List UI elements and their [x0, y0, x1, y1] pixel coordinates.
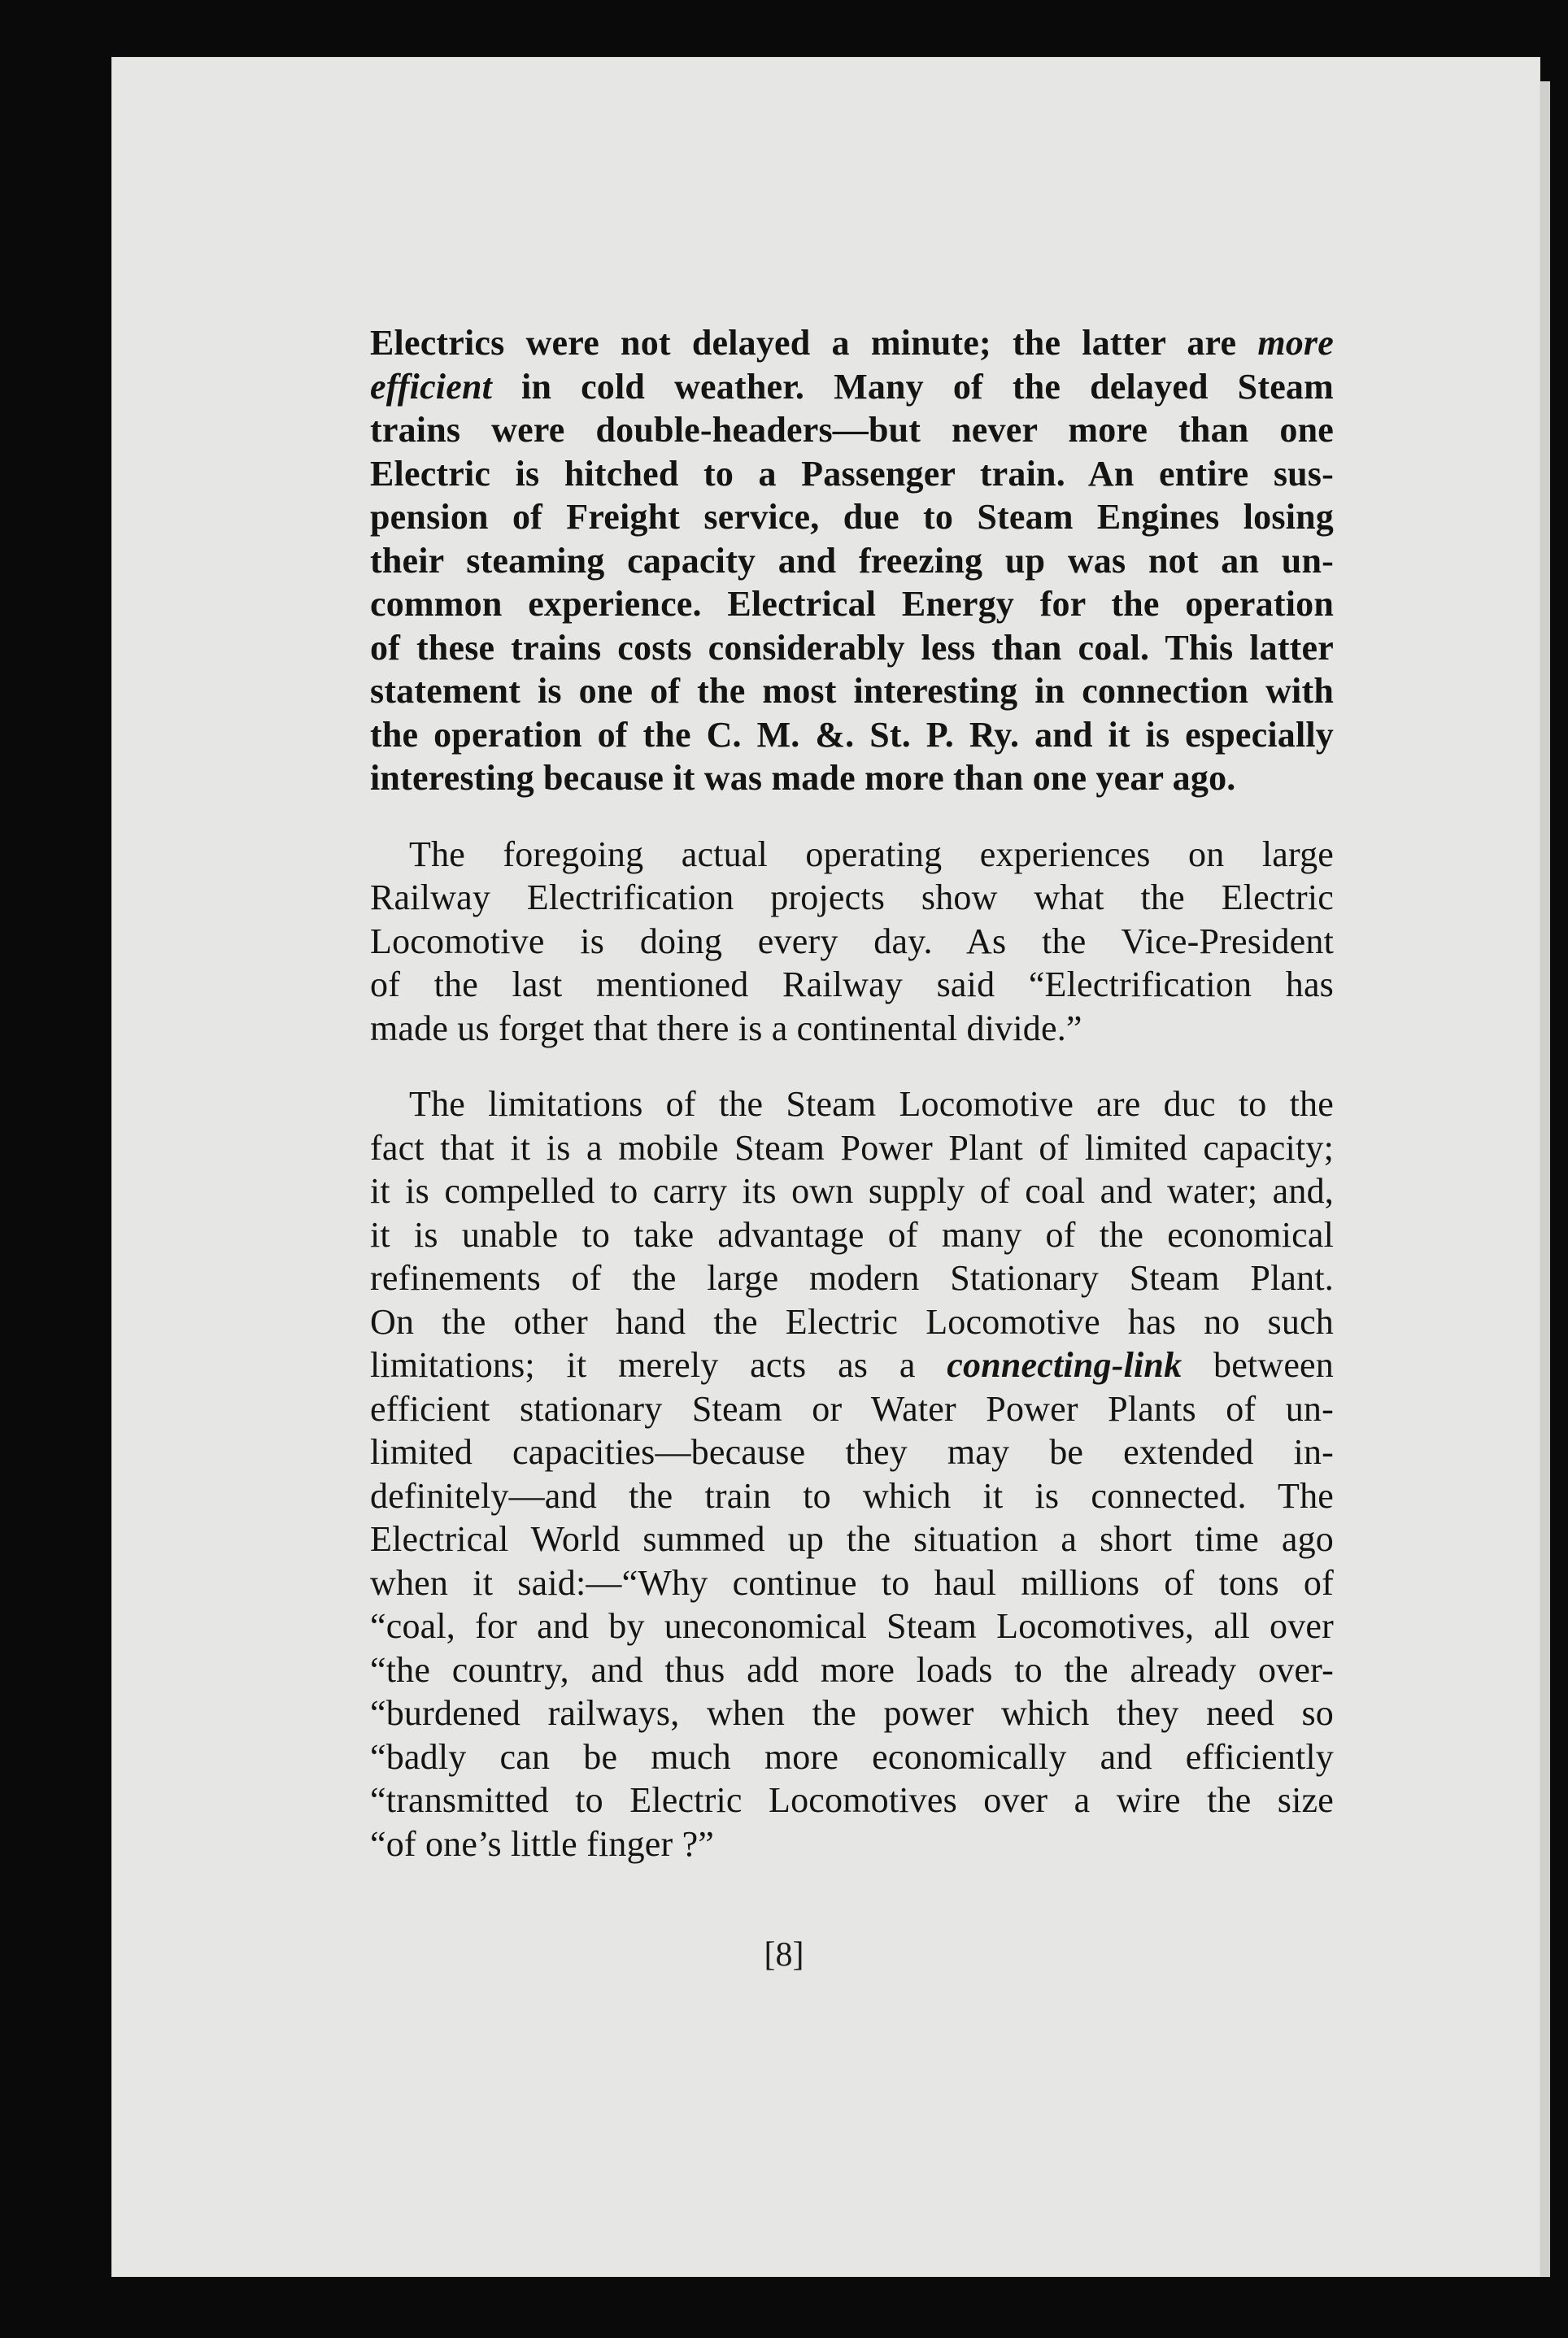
emphasis-text: connecting-link: [947, 1345, 1183, 1385]
text-line: [370, 1126, 1334, 1170]
text-run: The foregoing actual operating experiences on large: [409, 834, 1334, 874]
text-line: [370, 1561, 1334, 1605]
text-line: [370, 1779, 1334, 1822]
text-run: efficient stationary Steam or Water Power Plants of un-: [370, 1388, 1334, 1429]
text-line: [370, 876, 1334, 920]
text-run: “coal, for and by uneconomical Steam Locomotives, all over: [370, 1606, 1334, 1646]
emphasis-text: more: [1257, 323, 1334, 363]
text-run: Locomotive is doing every day. As the Vice-President: [370, 921, 1334, 961]
text-line: [370, 1256, 1334, 1300]
text-run: “badly can be much more economically and efficiently: [370, 1736, 1334, 1777]
text-run: their steaming capacity and freezing up was not an un-: [370, 540, 1334, 581]
text-run: trains were double-headers—but never more than one: [370, 410, 1334, 450]
text-line: [370, 1082, 1334, 1126]
text-line: [370, 321, 1334, 365]
text-run: of the last mentioned Railway said “Electrification has: [370, 964, 1334, 1004]
paragraph-1: [370, 321, 1334, 800]
text-line: [370, 1474, 1334, 1518]
text-run: “of one’s little finger ?”: [370, 1823, 715, 1864]
paragraph-3: [370, 1082, 1334, 1866]
text-line: [370, 833, 1334, 877]
text-run: common experience. Electrical Energy for the operation: [370, 584, 1334, 624]
text-run: Electric is hitched to a Passenger train. An entire sus-: [370, 453, 1334, 494]
text-run: made us forget that there is a continental divide.”: [370, 1008, 1082, 1048]
text-line: [370, 1822, 1334, 1866]
text-line: [370, 1387, 1334, 1431]
text-line: [370, 1517, 1334, 1561]
text-line: [370, 1648, 1334, 1692]
text-run: refinements of the large modern Stationary Steam Plant.: [370, 1258, 1334, 1298]
text-line: [370, 1007, 1334, 1051]
text-run: definitely—and the train to which it is connected. The: [370, 1475, 1334, 1516]
text-run: Railway Electrification projects show what the Electric: [370, 877, 1334, 917]
text-line: [370, 713, 1334, 757]
text-run: between: [1182, 1345, 1334, 1385]
text-line: [370, 1691, 1334, 1735]
text-run: fact that it is a mobile Steam Power Plant of limited capacity;: [370, 1127, 1334, 1168]
text-run: limited capacities—because they may be extended in-: [370, 1432, 1334, 1472]
text-run: Electrics were not delayed a minute; the latter are: [370, 323, 1258, 363]
text-line: [370, 539, 1334, 583]
text-run: “transmitted to Electric Locomotives over a wire the size: [370, 1780, 1334, 1820]
text-line: [370, 669, 1334, 713]
text-line: [370, 495, 1334, 539]
emphasis-text: efficient: [370, 366, 493, 407]
text-line: [370, 452, 1334, 496]
text-run: Electrical World summed up the situation a short time ago: [370, 1519, 1334, 1559]
text-run: The limitations of the Steam Locomotive are duc to the: [409, 1084, 1334, 1124]
text-line: [370, 408, 1334, 452]
text-run: “burdened railways, when the power which they need so: [370, 1693, 1334, 1733]
text-line: [370, 1169, 1334, 1213]
text-run: when it said:—“Why continue to haul millions of tons of: [370, 1562, 1334, 1603]
text-line: [370, 1604, 1334, 1648]
text-run: it is unable to take advantage of many of the economical: [370, 1214, 1334, 1255]
paragraph-2: [370, 833, 1334, 1051]
text-line: [370, 1735, 1334, 1779]
text-run: On the other hand the Electric Locomotive has no such: [370, 1301, 1334, 1342]
text-line: [370, 365, 1334, 409]
text-run: in cold weather. Many of the delayed Steam: [492, 366, 1334, 407]
text-run: statement is one of the most interesting in connection with: [370, 671, 1334, 711]
text-run: of these trains costs considerably less than coal. This latter: [370, 627, 1334, 668]
text-run: limitations; it merely acts as a: [370, 1345, 947, 1385]
text-line: [370, 920, 1334, 964]
text-line: [370, 1343, 1334, 1387]
text-line: [370, 582, 1334, 626]
text-run: “the country, and thus add more loads to the already over-: [370, 1649, 1334, 1690]
text-line: [370, 626, 1334, 670]
text-line: [370, 1430, 1334, 1474]
text-line: [370, 1213, 1334, 1257]
text-run: pension of Freight service, due to Steam Engines losing: [370, 497, 1334, 537]
body-text: [370, 321, 1334, 1898]
text-run: the operation of the C. M. &. St. P. Ry. and it is especially: [370, 714, 1334, 755]
text-run: interesting because it was made more than one year ago.: [370, 758, 1236, 798]
text-line: [370, 963, 1334, 1007]
page-number: [8]: [764, 1936, 804, 1974]
text-line: [370, 756, 1334, 800]
text-run: it is compelled to carry its own supply of coal and water; and,: [370, 1171, 1334, 1211]
text-line: [370, 1300, 1334, 1344]
